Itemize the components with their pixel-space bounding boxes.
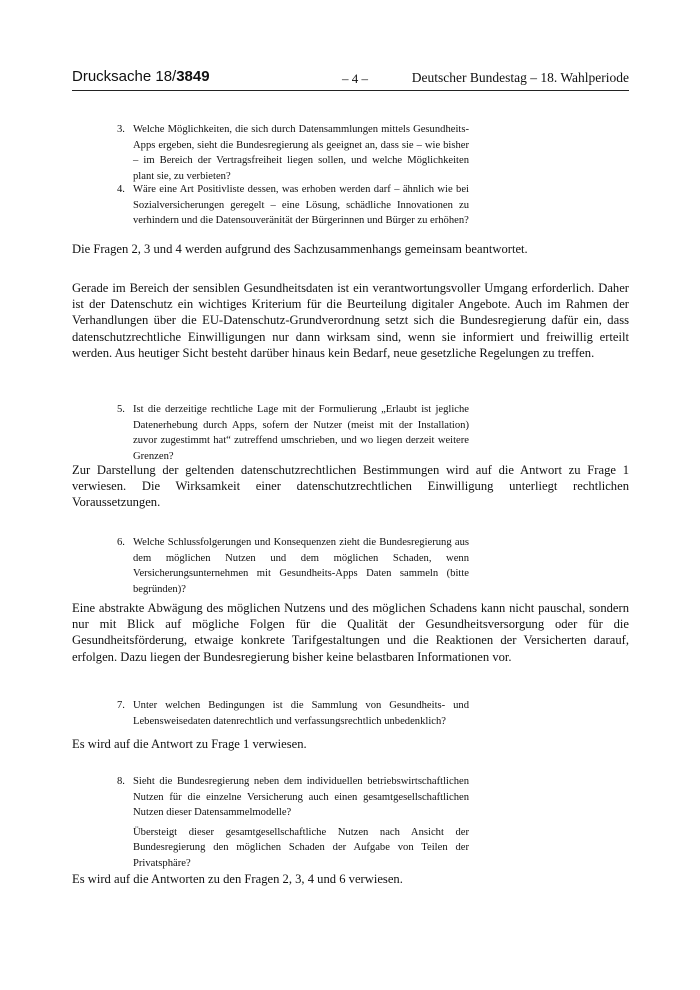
question-text: Ist die derzeitige rechtliche Lage mit der Formulierung „Erlaubt ist jegliche Datenerhebung durch Apps, sofern der Nutzer (meist mit der Installation) zuvor zugestimmt hat“ zutreffend umschrieben, und wo liegen derzeit weitere Grenzen?	[133, 404, 469, 462]
document-number: Drucksache 18/3849	[72, 68, 210, 85]
question-3	[117, 122, 469, 184]
question-4	[117, 182, 469, 229]
question-number: 5.	[117, 404, 125, 415]
answer-8: Es wird auf die Antworten zu den Fragen 2, 3, 4 und 6 verwiesen.	[72, 872, 403, 886]
question-text-followup: Übersteigt dieser gesamtgesellschaftliche Nutzen nach Ansicht der Bundesregierung den möglichen Schaden der Aufgabe von Teilen der Privatsphäre?	[133, 826, 469, 869]
question-number: 4.	[117, 184, 125, 195]
answer-2-3-4: Gerade im Bereich der sensiblen Gesundheitsdaten ist ein verantwortungsvoller Umgang erforderlich. Daher ist der Datenschutz ein wichtiges Kriterium für die Beurteilung digitaler Angebote. Auch im Rahmen der Verhandlungen über die EU-Datenschutz-Grundverordnung setzt sich die Bundesregierung dafür ein, dass datenschutzrechtliche Einwilligungen nur dann wirksam sind, wenn sie informiert und freiwillig erteilt werden. Aus heutiger Sicht besteht darüber hinaus kein Bedarf, neue gesetzliche Regelungen zu treffen.	[72, 281, 629, 360]
question-number: 7.	[117, 700, 125, 711]
question-text: Welche Möglichkeiten, die sich durch Datensammlungen mittels Gesundheits-Apps ergeben, sieht die Bundesregierung als geeignet an, dass sie – wie bisher – im Bereich der Vertragsfreiheit liegen sollen, und welche Möglichkeiten plant sie, zu verbieten?	[133, 124, 469, 182]
parliament-period: Deutscher Bundestag – 18. Wahlperiode	[411, 70, 629, 85]
question-number: 6.	[117, 537, 125, 548]
question-7	[117, 698, 469, 729]
answer-6: Eine abstrakte Abwägung des möglichen Nutzens und des möglichen Schadens kann nicht pauschal, sondern nur mit Blick auf mögliche Folgen für die Qualität der Gesundheitsversorgung oder für die Gesundheitsförderung, etwaige konkrete Tarifgestaltungen und die Reaktionen der Versicherten darauf, erfolgen. Dazu liegen der Bundesregierung bisher keine belastbaren Informationen vor.	[72, 601, 629, 664]
question-text: Unter welchen Bedingungen ist die Sammlung von Gesundheits- und Lebensweisedaten datenrechtlich und verfassungsrechtlich unbedenklich?	[133, 700, 469, 727]
page-header	[72, 68, 629, 91]
answer-7: Es wird auf die Antwort zu Frage 1 verwiesen.	[72, 737, 307, 751]
answer-2-3-4-intro: Die Fragen 2, 3 und 4 werden aufgrund des Sachzusammenhangs gemeinsam beantwortet.	[72, 242, 528, 256]
question-6	[117, 535, 469, 597]
document-number-value: 3849	[176, 68, 210, 85]
question-number: 8.	[117, 776, 125, 787]
page-number: – 4 –	[342, 71, 368, 86]
question-text: Sieht die Bundesregierung neben dem individuellen betriebswirtschaftlichen Nutzen für die einzelne Versicherung auch einen gesamtgesellschaftlichen Nutzen dieser Datensammelmodelle?	[133, 776, 469, 819]
question-text: Welche Schlussfolgerungen und Konsequenzen zieht die Bundesregierung aus dem möglichen Nutzen und dem möglichen Schaden, wenn Versicherungsunternehmen mit Gesundheits-Apps Daten sammeln (bitte begründen)?	[133, 537, 469, 595]
question-text: Wäre eine Art Positivliste dessen, was erhoben werden darf – ähnlich wie bei Sozialversicherungen geregelt – eine Lösung, schädliche Innovationen zu verhindern und die Datensouveränität der Bürgerinnen und Bürger zu erhöhen?	[133, 184, 469, 227]
question-number: 3.	[117, 124, 125, 135]
answer-5: Zur Darstellung der geltenden datenschutzrechtlichen Bestimmungen wird auf die Antwort zu Frage 1 verwiesen. Die Wirksamkeit einer datenschutzrechtlichen Einwilligung unterliegt rechtlichen Voraussetzungen.	[72, 463, 629, 510]
question-5	[117, 402, 469, 464]
question-8	[117, 774, 469, 872]
